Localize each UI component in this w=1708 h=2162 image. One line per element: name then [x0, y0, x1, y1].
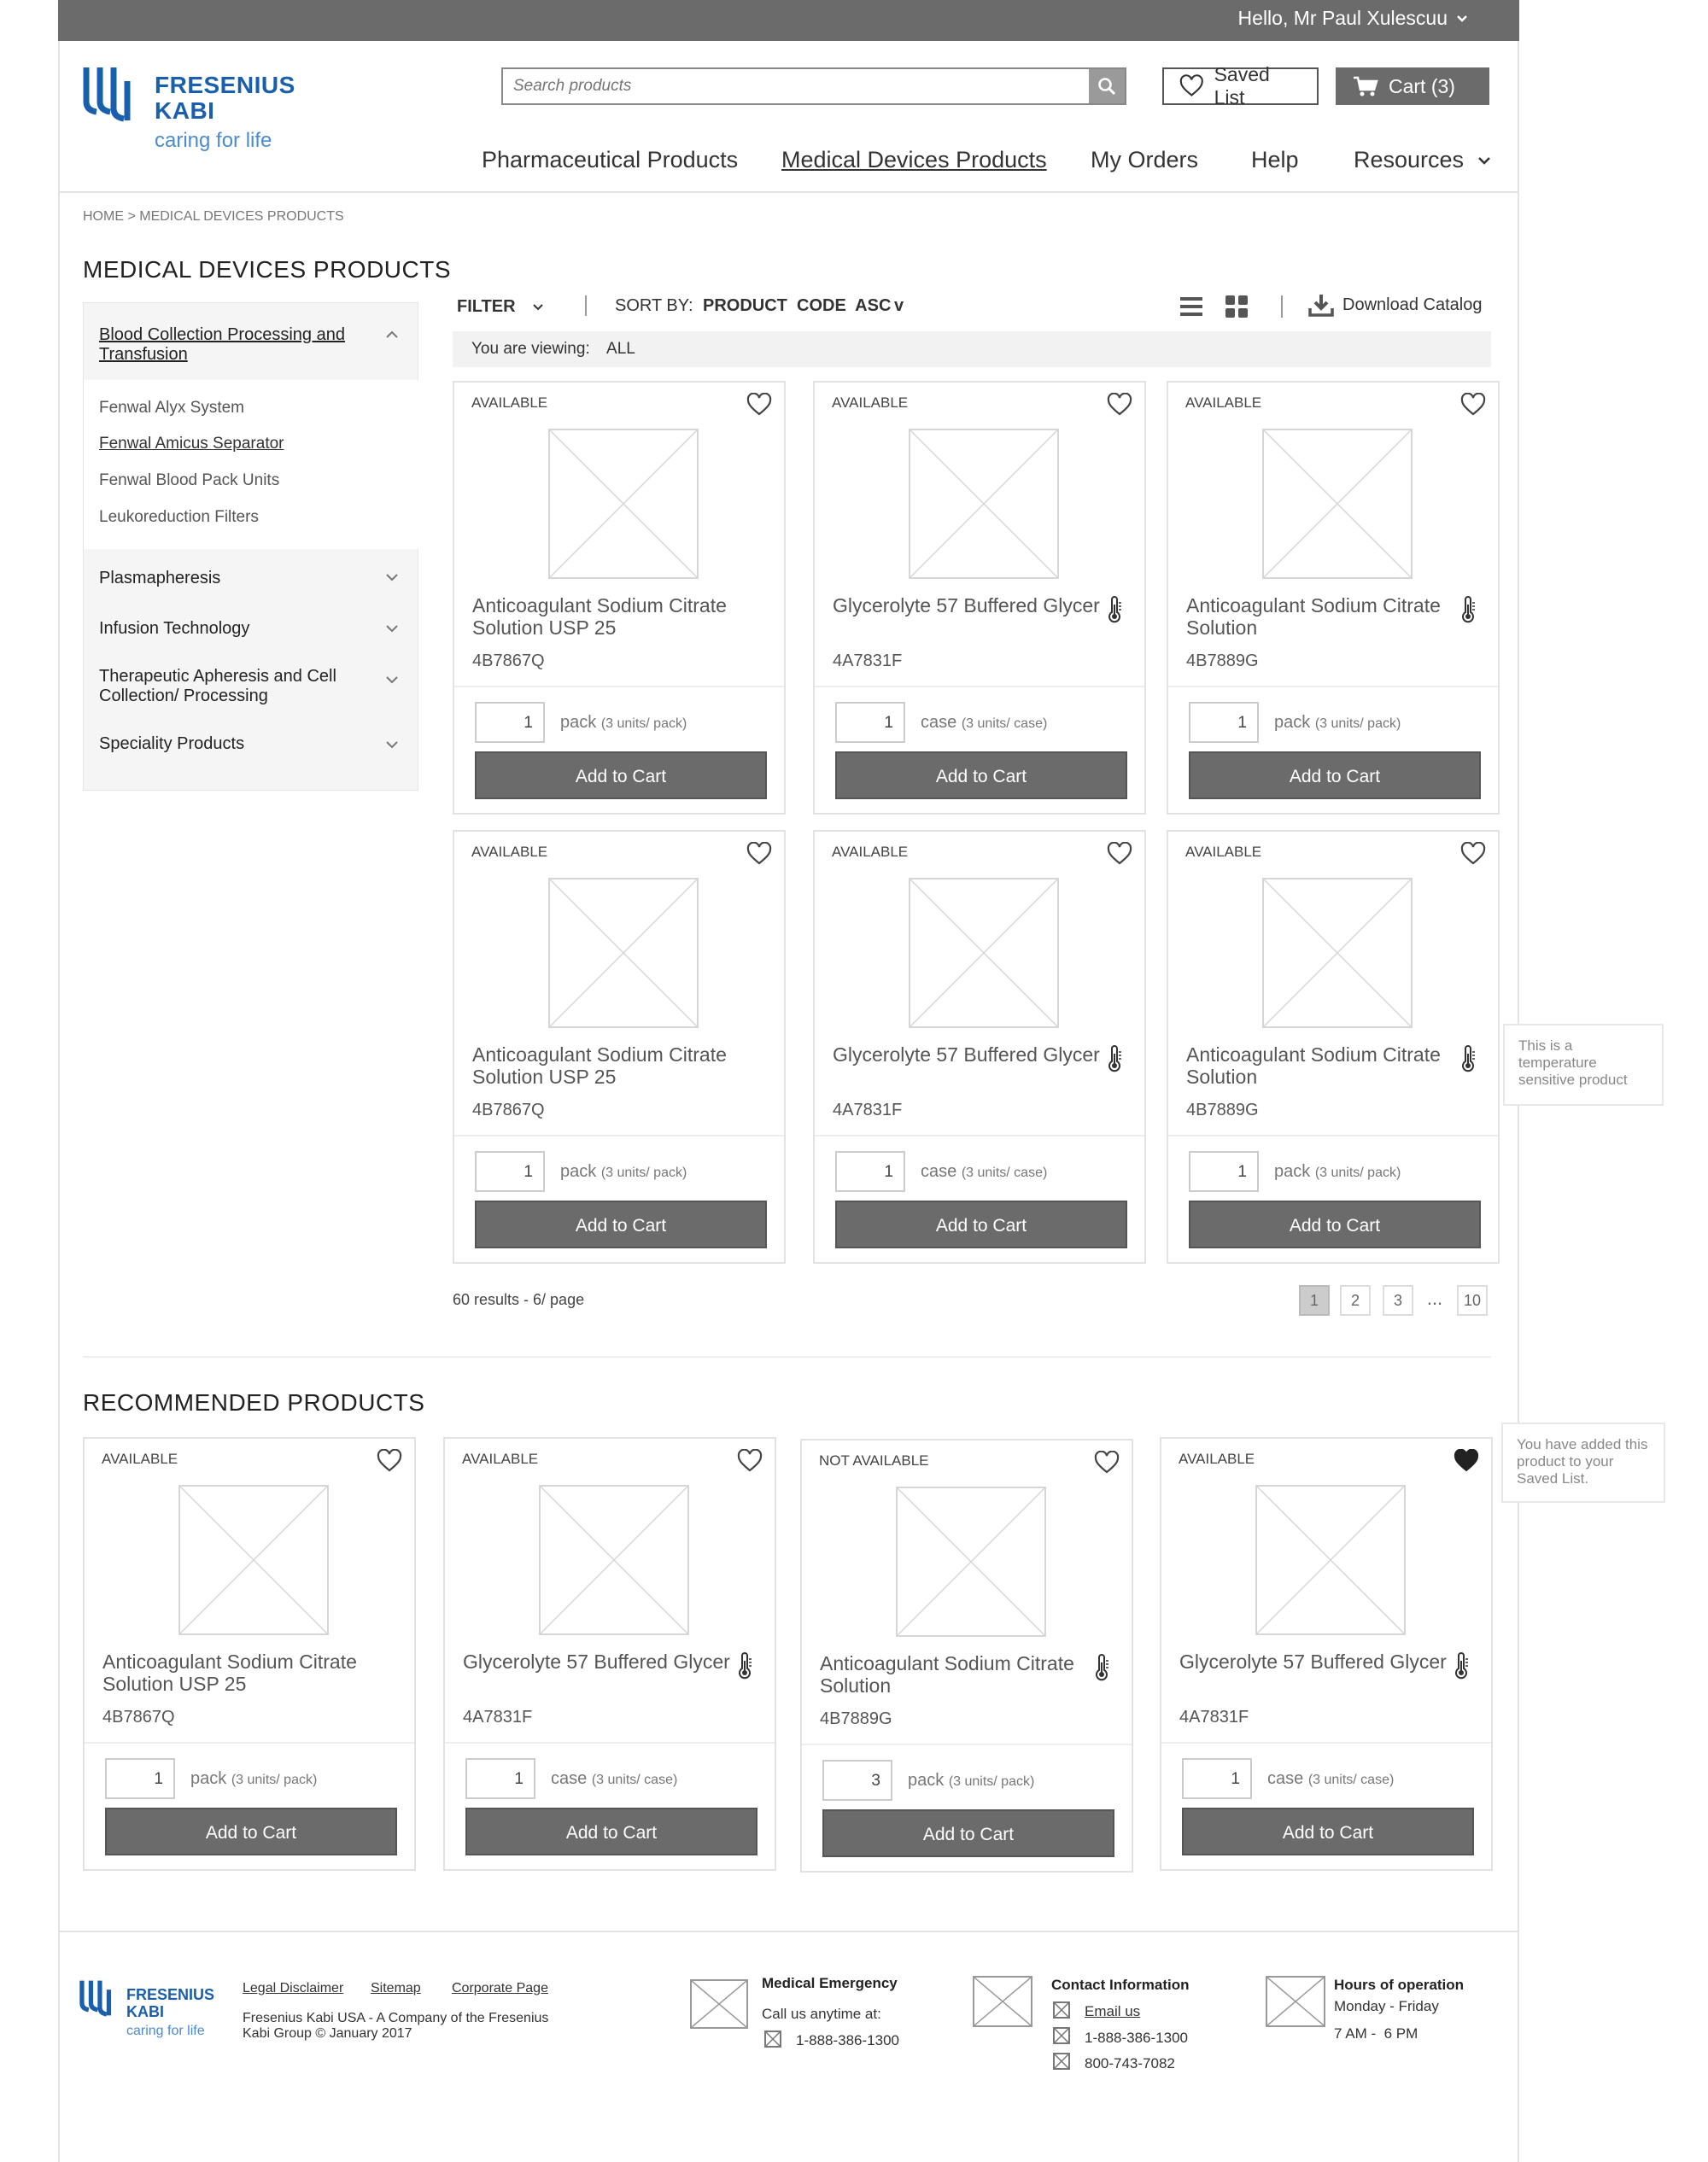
add-to-cart-button[interactable]: Add to Cart: [465, 1808, 757, 1855]
chevron-down-icon[interactable]: [385, 740, 399, 749]
nav-help[interactable]: Help: [1251, 147, 1299, 172]
product-code: 4B7889G: [1186, 652, 1259, 670]
product-image-placeholder[interactable]: [548, 878, 699, 1028]
thermometer-icon[interactable]: [1454, 1652, 1471, 1684]
heart-icon[interactable]: [1460, 842, 1486, 870]
add-to-cart-button[interactable]: Add to Cart: [475, 751, 767, 799]
sidebar-category-apheresis[interactable]: Therapeutic Apheresis and Cell Collection/ Processing: [99, 667, 336, 705]
results-count: 60 results - 6/ page: [453, 1291, 585, 1308]
card-divider: [454, 686, 784, 687]
card-divider: [1161, 1742, 1491, 1744]
footer-divider: [58, 1931, 1519, 1932]
card-divider: [1168, 1135, 1498, 1137]
unit-detail: (3 units/ case): [1307, 1773, 1395, 1787]
email-icon: [1053, 2001, 1070, 2019]
chevron-down-icon: [533, 304, 543, 311]
quantity-input[interactable]: 1: [835, 1151, 905, 1192]
product-image-placeholder[interactable]: [539, 1485, 689, 1635]
contact-information-image: [973, 1976, 1032, 2027]
unit-detail: (3 units/ case): [961, 716, 1048, 731]
logo[interactable]: [81, 64, 303, 158]
footer-copyright: Fresenius Kabi USA - A Company of the Fresenius Kabi Group © January 2017: [243, 2011, 549, 2041]
thermometer-icon[interactable]: [1460, 1045, 1477, 1077]
unit-detail: (3 units/ pack): [600, 1166, 687, 1180]
chevron-down-icon[interactable]: [385, 624, 399, 633]
availability-label: AVAILABLE: [832, 844, 909, 860]
add-to-cart-button[interactable]: Add to Cart: [835, 1201, 1127, 1248]
card-divider: [802, 1744, 1132, 1745]
filter-label: FILTER: [457, 297, 516, 316]
saved-list-button[interactable]: [1162, 63, 1319, 108]
footer-logo-tagline: caring for life: [126, 2024, 205, 2038]
sidebar-subcategory-list: [84, 380, 418, 549]
hours-days: Monday - Friday: [1334, 1998, 1439, 2014]
heart-icon[interactable]: [377, 1449, 402, 1477]
product-image-placeholder[interactable]: [909, 429, 1059, 579]
contact-information-title: Contact Information: [1051, 1977, 1190, 1993]
availability-label: AVAILABLE: [102, 1451, 178, 1467]
quantity-input[interactable]: 1: [1182, 1758, 1252, 1799]
product-name[interactable]: Glycerolyte 57 Buffered Glycer: [833, 1043, 1100, 1066]
unit-label: [551, 1769, 677, 1789]
sidebar-item-fenwal-amicus[interactable]: Fenwal Amicus Separator: [99, 435, 284, 453]
unit-detail: (3 units/ pack): [1314, 716, 1401, 731]
availability-label: NOT AVAILABLE: [819, 1452, 929, 1469]
heart-icon[interactable]: [746, 842, 772, 870]
product-code: 4B7867Q: [472, 652, 545, 670]
heart-icon[interactable]: [1094, 1451, 1120, 1479]
hours-title: Hours of operation: [1334, 1977, 1465, 1993]
sort-dropdown[interactable]: PRODUCT CODE ASC: [703, 296, 892, 315]
product-name[interactable]: Anticoagulant Sodium Citrate Solution: [1186, 594, 1441, 639]
product-card[interactable]: [1160, 1437, 1493, 1871]
unit-name: case: [551, 1769, 588, 1788]
sidebar-item-fenwal-blood-pack[interactable]: Fenwal Blood Pack Units: [99, 471, 280, 489]
nav-my-orders[interactable]: My Orders: [1091, 147, 1199, 172]
product-name[interactable]: Anticoagulant Sodium Citrate Solution USP 25: [472, 1043, 727, 1088]
card-divider: [454, 1135, 784, 1137]
page-1-button[interactable]: 1: [1299, 1285, 1330, 1316]
greeting-text: Hello, Mr Paul Xulescuu: [1237, 7, 1448, 29]
product-image-placeholder[interactable]: [548, 429, 699, 579]
quantity-input[interactable]: 3: [822, 1760, 892, 1801]
footer-link-legal[interactable]: Legal Disclaimer: [243, 1981, 344, 1995]
unit-detail: (3 units/ pack): [1314, 1166, 1401, 1180]
unit-name: pack: [560, 1162, 597, 1181]
page-2-button[interactable]: 2: [1340, 1285, 1371, 1316]
add-to-cart-button[interactable]: Add to Cart: [1189, 1201, 1481, 1248]
product-card[interactable]: [443, 1437, 776, 1871]
availability-label: AVAILABLE: [471, 844, 548, 860]
heart-icon[interactable]: [1460, 393, 1486, 421]
thermometer-icon[interactable]: [1107, 1045, 1124, 1077]
product-card[interactable]: [813, 830, 1146, 1264]
unit-label: [921, 713, 1047, 733]
unit-detail: (3 units/ case): [591, 1773, 678, 1787]
add-to-cart-button[interactable]: Add to Cart: [475, 1201, 767, 1248]
card-divider: [815, 686, 1144, 687]
product-name[interactable]: Anticoagulant Sodium Citrate Solution USP 25: [472, 594, 727, 639]
product-image-placeholder[interactable]: [896, 1487, 1046, 1637]
search-bar: [501, 67, 1126, 105]
sidebar-category-blood-collection[interactable]: Blood Collection Processing and Transfusion: [99, 325, 345, 364]
product-card[interactable]: [453, 381, 786, 815]
medical-emergency-phone[interactable]: 1-888-386-1300: [796, 2032, 899, 2048]
recommended-title: RECOMMENDED PRODUCTS: [83, 1389, 425, 1416]
availability-label: AVAILABLE: [1185, 844, 1262, 860]
section-divider: [83, 1356, 1491, 1358]
thermometer-icon[interactable]: [737, 1652, 754, 1684]
product-name[interactable]: Anticoagulant Sodium Citrate Solution USP 25: [102, 1651, 357, 1695]
product-image-placeholder[interactable]: [178, 1485, 329, 1635]
saved-list-label: Saved List: [1214, 63, 1270, 108]
unit-label: [560, 713, 687, 733]
nav-medical-devices-products[interactable]: Medical Devices Products: [781, 147, 1047, 172]
quantity-input[interactable]: 1: [105, 1758, 175, 1799]
unit-label: [190, 1769, 317, 1789]
footer-link-corporate[interactable]: Corporate Page: [452, 1981, 548, 1995]
user-greeting[interactable]: [1238, 7, 1468, 30]
unit-label: [1274, 1162, 1401, 1182]
card-divider: [815, 1135, 1144, 1137]
product-code: 4A7831F: [833, 652, 903, 670]
product-card[interactable]: [1167, 830, 1500, 1264]
product-card[interactable]: [83, 1437, 416, 1871]
product-image-placeholder[interactable]: [1255, 1485, 1406, 1635]
hours-time: 7 AM - 6 PM: [1334, 2025, 1418, 2042]
toolbar-separator: [1281, 295, 1283, 318]
unit-name: pack: [190, 1769, 227, 1788]
product-image-placeholder[interactable]: [1262, 878, 1413, 1028]
unit-name: case: [1267, 1769, 1304, 1788]
product-code: 4A7831F: [463, 1708, 533, 1727]
availability-label: AVAILABLE: [832, 394, 909, 411]
unit-label: [908, 1771, 1034, 1791]
quantity-input[interactable]: 1: [1189, 702, 1259, 743]
sidebar-item-leukoreduction[interactable]: Leukoreduction Filters: [99, 508, 259, 526]
contact-phone-1[interactable]: 1-888-386-1300: [1085, 2030, 1188, 2046]
nav-pharmaceutical-products[interactable]: Pharmaceutical Products: [482, 147, 739, 172]
cart-icon: [1353, 75, 1378, 97]
sidebar-item-fenwal-alyx[interactable]: Fenwal Alyx System: [99, 399, 244, 417]
filter-toggle[interactable]: [457, 297, 543, 317]
product-image-placeholder[interactable]: [909, 878, 1059, 1028]
unit-detail: (3 units/ pack): [231, 1773, 318, 1787]
phone-icon: [1053, 2053, 1070, 2070]
heart-icon[interactable]: [737, 1449, 763, 1477]
chevron-up-icon[interactable]: [385, 330, 399, 339]
add-to-cart-button[interactable]: Add to Cart: [1182, 1808, 1474, 1855]
page-ellipsis: ...: [1426, 1288, 1443, 1309]
product-code: 4B7889G: [1186, 1101, 1259, 1119]
nav-resources[interactable]: [1354, 147, 1491, 173]
product-card[interactable]: [800, 1439, 1133, 1873]
download-icon: [1308, 293, 1334, 317]
phone-icon: [1053, 2027, 1070, 2044]
unit-label: [560, 1162, 687, 1182]
product-name[interactable]: Anticoagulant Sodium Citrate Solution: [1186, 1043, 1441, 1088]
saved-list-tooltip: You have added this product to your Saved List.: [1501, 1423, 1665, 1503]
product-card[interactable]: [1167, 381, 1500, 815]
footer-logo[interactable]: [79, 1979, 224, 2043]
unit-name: case: [921, 713, 957, 732]
cart-label: Cart (3): [1389, 74, 1455, 97]
heart-icon: [1179, 74, 1204, 98]
unit-name: pack: [1274, 1162, 1311, 1181]
medical-emergency-image: [690, 1979, 748, 2029]
heart-icon[interactable]: [1107, 842, 1132, 870]
add-to-cart-button[interactable]: Add to Cart: [105, 1808, 397, 1855]
sort-label: SORT BY:: [615, 296, 693, 315]
product-card[interactable]: [453, 830, 786, 1264]
quantity-input[interactable]: 1: [1189, 1151, 1259, 1192]
quantity-input[interactable]: 1: [475, 1151, 545, 1192]
medical-emergency-title: Medical Emergency: [762, 1975, 898, 1991]
unit-name: pack: [560, 713, 597, 732]
chevron-down-icon: [1456, 15, 1468, 23]
sidebar-category-plasmapheresis[interactable]: Plasmapheresis: [99, 569, 221, 587]
heart-icon[interactable]: [1107, 393, 1132, 421]
download-catalog-label: Download Catalog: [1342, 295, 1483, 314]
logo-text-fresenius: FRESENIUS: [155, 72, 295, 98]
search-icon: [1097, 76, 1117, 96]
unit-label: [921, 1162, 1047, 1182]
chevron-down-icon[interactable]: [385, 675, 399, 684]
add-to-cart-button[interactable]: Add to Cart: [1189, 751, 1481, 799]
temperature-tooltip: This is a temperature sensitive product: [1503, 1024, 1664, 1106]
product-code: 4B7889G: [820, 1709, 892, 1728]
product-name[interactable]: Anticoagulant Sodium Citrate Solution: [820, 1652, 1074, 1697]
unit-name: case: [921, 1162, 957, 1181]
unit-name: pack: [1274, 713, 1311, 732]
product-code: 4A7831F: [833, 1101, 903, 1119]
thermometer-icon[interactable]: [1460, 596, 1477, 628]
logo-text-kabi: KABI: [155, 97, 215, 124]
search-input[interactable]: [503, 69, 1089, 103]
unit-label: [1274, 713, 1401, 733]
fresenius-logo-mark-icon: [81, 66, 136, 122]
page-title: MEDICAL DEVICES PRODUCTS: [83, 256, 452, 283]
phone-icon: [764, 2031, 781, 2048]
product-name[interactable]: Glycerolyte 57 Buffered Glycer: [833, 594, 1100, 616]
product-code: 4B7867Q: [472, 1101, 545, 1119]
chevron-down-icon[interactable]: [385, 573, 399, 581]
product-name[interactable]: Glycerolyte 57 Buffered Glycer: [1179, 1651, 1447, 1673]
product-code: 4B7867Q: [102, 1708, 175, 1727]
toolbar-separator: [585, 295, 587, 316]
unit-name: pack: [908, 1771, 945, 1790]
thermometer-icon[interactable]: [1107, 596, 1124, 628]
product-image-placeholder[interactable]: [1262, 429, 1413, 579]
sort-dropdown-caret[interactable]: v: [894, 296, 904, 315]
contact-email-link[interactable]: Email us: [1085, 2003, 1141, 2019]
unit-label: [1267, 1769, 1394, 1789]
quantity-input[interactable]: 1: [475, 702, 545, 743]
add-to-cart-button[interactable]: Add to Cart: [835, 751, 1127, 799]
quantity-input[interactable]: 1: [835, 702, 905, 743]
sidebar-category-speciality[interactable]: Speciality Products: [99, 734, 245, 753]
thermometer-icon[interactable]: [1094, 1654, 1111, 1686]
unit-detail: (3 units/ pack): [600, 716, 687, 731]
unit-detail: (3 units/ case): [961, 1166, 1048, 1180]
viewing-value: ALL: [606, 340, 635, 358]
page-10-button[interactable]: 10: [1457, 1285, 1488, 1316]
nav-resources-label: Resources: [1354, 147, 1465, 172]
add-to-cart-button[interactable]: Add to Cart: [822, 1809, 1114, 1857]
viewing-label: You are viewing:: [471, 340, 590, 358]
logo-tagline: caring for life: [155, 129, 272, 152]
list-view-icon[interactable]: [1180, 295, 1202, 318]
hours-image: [1266, 1976, 1325, 2027]
card-divider: [445, 1742, 775, 1744]
top-bar: [58, 0, 1519, 41]
product-card[interactable]: [813, 381, 1146, 815]
heart-icon[interactable]: [746, 393, 772, 421]
header-divider: [58, 191, 1519, 193]
product-code: 4A7831F: [1179, 1708, 1249, 1727]
category-sidebar: [83, 302, 418, 791]
card-divider: [1168, 686, 1498, 687]
grid-view-icon[interactable]: [1225, 295, 1248, 318]
product-name[interactable]: Glycerolyte 57 Buffered Glycer: [463, 1651, 730, 1673]
availability-label: AVAILABLE: [1185, 394, 1262, 411]
footer-logo-fresenius: FRESENIUS: [126, 1986, 215, 2003]
footer-link-sitemap[interactable]: Sitemap: [371, 1981, 421, 1995]
fresenius-logo-mark-icon: [79, 1979, 114, 2017]
contact-phone-2[interactable]: 800-743-7082: [1085, 2055, 1175, 2071]
sidebar-category-infusion[interactable]: Infusion Technology: [99, 619, 250, 638]
quantity-input[interactable]: 1: [465, 1758, 535, 1799]
cart-button[interactable]: [1336, 67, 1489, 105]
unit-detail: (3 units/ pack): [948, 1774, 1035, 1789]
viewing-bar: [453, 331, 1491, 367]
heart-filled-icon[interactable]: [1454, 1449, 1479, 1477]
chevron-down-icon: [1477, 156, 1491, 165]
download-catalog-button[interactable]: [1308, 293, 1482, 317]
availability-label: AVAILABLE: [471, 394, 548, 411]
card-divider: [85, 1742, 414, 1744]
search-button[interactable]: [1089, 69, 1125, 103]
footer-logo-kabi: KABI: [126, 2003, 164, 2020]
page-3-button[interactable]: 3: [1383, 1285, 1413, 1316]
availability-label: AVAILABLE: [1179, 1451, 1255, 1467]
medical-emergency-subtitle: Call us anytime at:: [762, 2006, 881, 2022]
availability-label: AVAILABLE: [462, 1451, 539, 1467]
breadcrumb: HOME > MEDICAL DEVICES PRODUCTS: [83, 209, 344, 224]
